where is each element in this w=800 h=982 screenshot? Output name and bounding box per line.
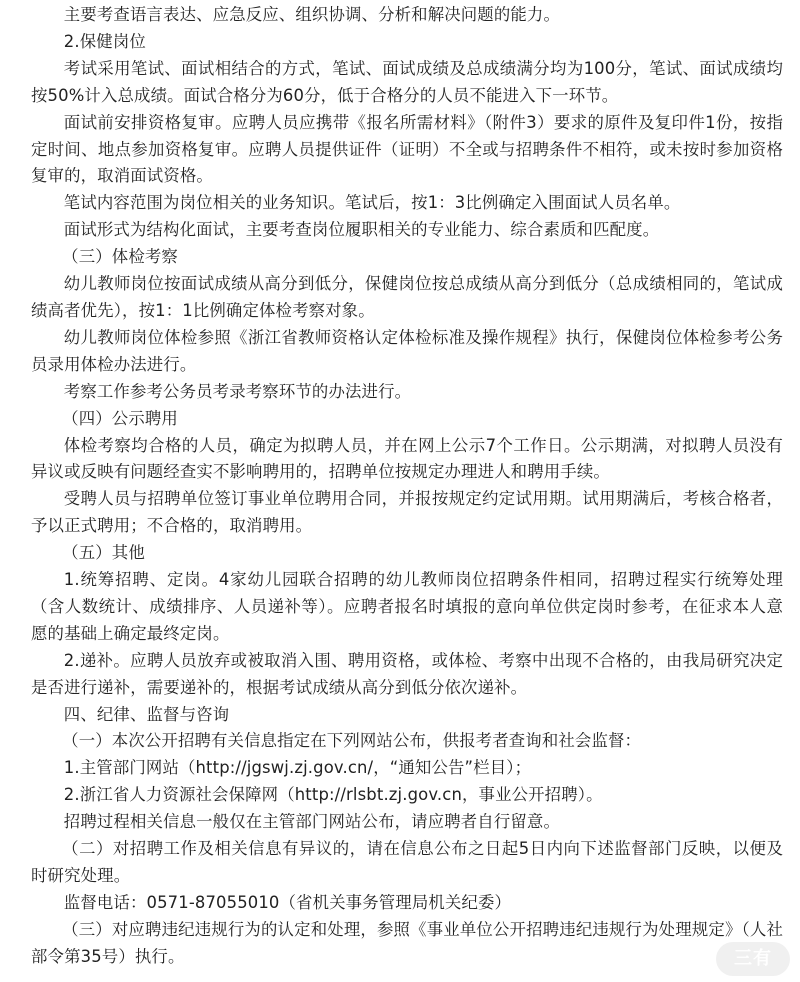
paragraph-exam-method: 考试采用笔试、面试相结合的方式，笔试、面试成绩及总成绩满分均为100分，笔试、面试成绩均按50%计入总成绩。面试合格分为60分，低于合格分的人员不能进入下一环节。 [31,58,783,105]
paragraph-check-selection: 幼儿教师岗位按面试成绩从高分到低分，保健岗位按总成绩从高分到低分（总成绩相同的，笔试成绩高者优先），按1：1比例确定体检考察对象。 [31,274,783,320]
paragraph-website-1: 1.主管部门网站（http://jgswj.zj.gov.cn/，“通知公告”栏目）； [63,758,532,778]
heading-publicity-hiring: （四）公示聘用 [62,408,178,428]
paragraph-contract: 受聘人员与招聘单位签订事业单位聘用合同，并报按规定约定试用期。试用期满后，考核合格者，予以正式聘用；不合格的，取消聘用。 [31,489,783,536]
document-body [31,2,783,971]
paragraph-inspection: 考察工作参考公务员考录考察环节的办法进行。 [63,381,412,401]
paragraph-ability-summary: 主要考查语言表达、应急反应、组织协调、分析和解决问题的能力。 [63,5,561,24]
paragraph-hotline: 监督电话：0571-87055010（省机关事务管理局机关纪委） [63,892,512,912]
watermark-logo: 三有 [716,942,790,976]
paragraph-joint-recruitment: 1.统筹招聘、定岗。4家幼儿园联合招聘的幼儿教师岗位招聘条件相同，招聘过程实行统筹处理（含人数统计、成绩排序、人员递补等）。应聘者报名时填报的意向单位供定岗时参考，在征求本人意愿的基础上确定最终定岗。 [31,570,783,643]
paragraph-violation: （三）对应聘违纪违规行为的认定和处理，参照《事业单位公开招聘违纪违规行为处理规定》（人社部令第35号）执行。 [31,919,783,966]
paragraph-qualification-review: 面试前安排资格复审。应聘人员应携带《报名所需材料》（附件3）要求的原件及复印件1份，按指定时间、地点参加资格复审。应聘人员提供证件（证明）不全或与招聘条件不相符，或未按时参加资格复审的，取消面试资格。 [31,112,783,186]
heading-health-post: 2.保健岗位 [63,31,146,51]
paragraph-interview-format: 面试形式为结构化面试，主要考查岗位履职相关的专业能力、综合素质和匹配度。 [63,220,660,240]
paragraph-replacement: 2.递补。应聘人员放弃或被取消入围、聘用资格，或体检、考察中出现不合格的，由我局研究决定是否进行递补，需要递补的，根据考试成绩从高分到低分依次递补。 [31,650,783,697]
heading-other: （五）其他 [62,543,145,563]
paragraph-objection: （二）对招聘工作及相关信息有异议的，请在信息公布之日起5日内向下述监督部门反映，以便及时研究处理。 [31,839,783,885]
paragraph-check-standard: 幼儿教师岗位体检参照《浙江省教师资格认定体检标准及操作规程》执行，保健岗位体检参考公务员录用体检办法进行。 [31,327,783,374]
heading-medical-check: （三）体检考察 [62,247,178,267]
paragraph-publicity: 体检考察均合格的人员，确定为拟聘人员，并在网上公示7个工作日。公示期满，对拟聘人员没有异议或反映有问题经查实不影响聘用的，招聘单位按规定办理进人和聘用手续。 [31,435,783,482]
heading-discipline: 四、纪律、监督与咨询 [63,704,230,724]
paragraph-info-publish: （一）本次公开招聘有关信息指定在下列网站公布，供报考者查询和社会监督： [62,731,642,751]
paragraph-website-2: 2.浙江省人力资源社会保障网（http://rlsbt.zj.gov.cn，事业公开招聘）。 [63,785,603,805]
paragraph-info-notice: 招聘过程相关信息一般仅在主管部门网站公布，请应聘者自行留意。 [63,812,561,832]
paragraph-written-exam-scope: 笔试内容范围为岗位相关的业务知识。笔试后，按1：3比例确定入围面试人员名单。 [63,193,681,213]
